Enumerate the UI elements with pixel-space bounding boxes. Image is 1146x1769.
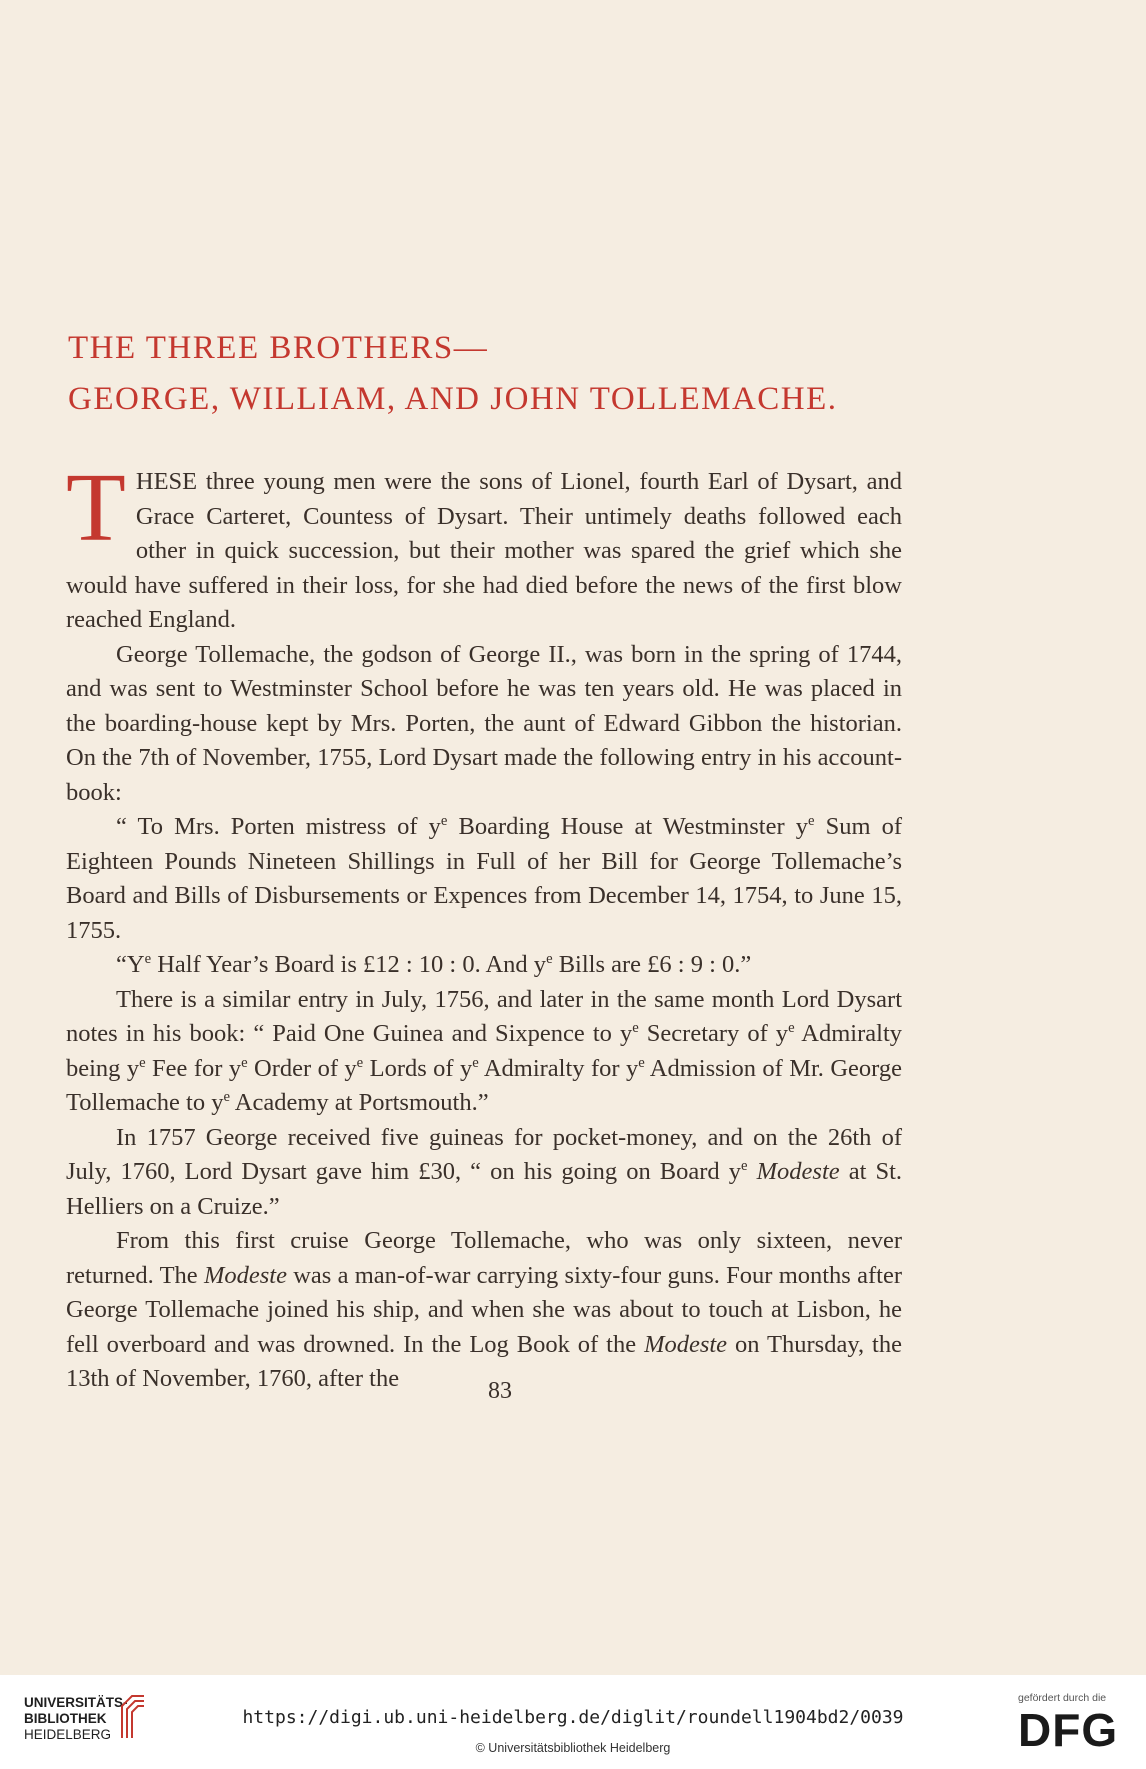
viewer-footer <box>0 1675 1146 1769</box>
superscript-e: e <box>807 812 815 829</box>
copyright-notice: © Universitätsbibliothek Heidelberg <box>475 1741 671 1755</box>
superscript-e: e <box>440 812 448 829</box>
paragraph-7: From this first cruise George Tollemache, who was only sixteen, never returned. The Modeste was a man-of-war carrying sixty-four guns. Four months after George Tollemache joined his ship, and when she was about to touch at Lisbon, he fell overboard and was drowned. In the Log Book of the Modeste on Thursday, the 13th of November, 1760, after the <box>66 1227 902 1392</box>
superscript-e: e <box>139 1054 146 1071</box>
page-number: 83 <box>488 1378 512 1404</box>
paragraph-4: “$Y^e$ Half Year’s Board is £12 : 10 : 0. And $y^e$ Bills are £6 : 9 : 0.” <box>116 950 752 978</box>
drop-cap: T <box>66 454 126 562</box>
ship-name: Modeste <box>756 1158 840 1185</box>
library-logo[interactable] <box>24 1695 128 1743</box>
ship-name: Modeste <box>203 1261 287 1289</box>
chapter-title-line-1: THE THREE BROTHERS— <box>68 330 489 366</box>
chapter-body <box>66 454 903 1397</box>
library-name-line-3: HEIDELBERG <box>24 1727 112 1742</box>
paragraph-3: “ To Mrs. Porten mistress of $y^e$ Boarding House at Westminster $y^e$ Sum of Eighteen Pounds Nineteen Shillings in Full of her Bill for George Tollemache’s Board and Bills of Disbursements or Expences from December 14, 1754, to June 15, 1755. <box>66 812 902 944</box>
superscript-e: e <box>546 950 553 967</box>
superscript-e: e <box>356 1054 364 1071</box>
chapter-title-line-2: GEORGE, WILLIAM, AND JOHN TOLLEMACHE. <box>68 381 838 417</box>
superscript-e: e <box>741 1157 748 1174</box>
funder-caption: gefördert durch die <box>1018 1692 1107 1704</box>
superscript-e: e <box>241 1054 248 1071</box>
superscript-e: e <box>144 950 152 967</box>
paragraph-5: There is a similar entry in July, 1756, and later in the same month Lord Dysart notes in his book: “ Paid One Guinea and Sixpence to $y^e$ Secretary of $y^e$ Admiralty being $y^e$ Fee for $y^e$ Order of $y^e$ Lords of $y^e$ Admiralty for $y^e$ Admission of Mr. George Tollemache to $y^e$ Academy at Portsmouth.” <box>66 985 903 1116</box>
dfg-logo[interactable]: DFG <box>1018 1704 1119 1756</box>
paragraph-6: In 1757 George received five guineas for pocket-money, and on the 26th of July, 1760, Lord Dysart gave him £30, “ on his going on Board $y^e$ Modeste at St. Helliers on a Cruize.” <box>66 1123 903 1220</box>
superscript-e: e <box>788 1019 795 1036</box>
superscript-e: e <box>223 1088 231 1105</box>
superscript-e: e <box>632 1019 639 1036</box>
ship-name: Modeste <box>644 1330 728 1358</box>
lead-word: HESE <box>135 468 198 495</box>
superscript-e: e <box>472 1054 479 1071</box>
paragraph-1-text: three young men were the sons of Lionel, fourth Earl of Dysart, and Grace Carteret, Countess of Dysart. Their untimely deaths followed each other in quick succession, but their mother was spared the grief which she would have suffered in their loss, for she had died before the news of the first blow reached England. <box>66 468 902 633</box>
permalink-url[interactable]: https://digi.ub.uni-heidelberg.de/diglit/roundell1904bd2/0039 <box>242 1707 904 1728</box>
paragraph-1 <box>66 454 902 638</box>
library-name-line-1: UNIVERSITÄTS- <box>24 1695 128 1710</box>
library-name-line-2: BIBLIOTHEK <box>24 1711 107 1726</box>
library-emblem-icon <box>118 1692 146 1740</box>
superscript-e: e <box>638 1054 645 1071</box>
paragraph-2: George Tollemache, the godson of George II., was born in the spring of 1744, and was sent to Westminster School before he was ten years old. He was placed in the boarding-house kept by Mrs. Porten, the aunt of Edward Gibbon the historian. On the 7th of November, 1755, Lord Dysart made the following entry in his account-book: <box>66 640 902 806</box>
